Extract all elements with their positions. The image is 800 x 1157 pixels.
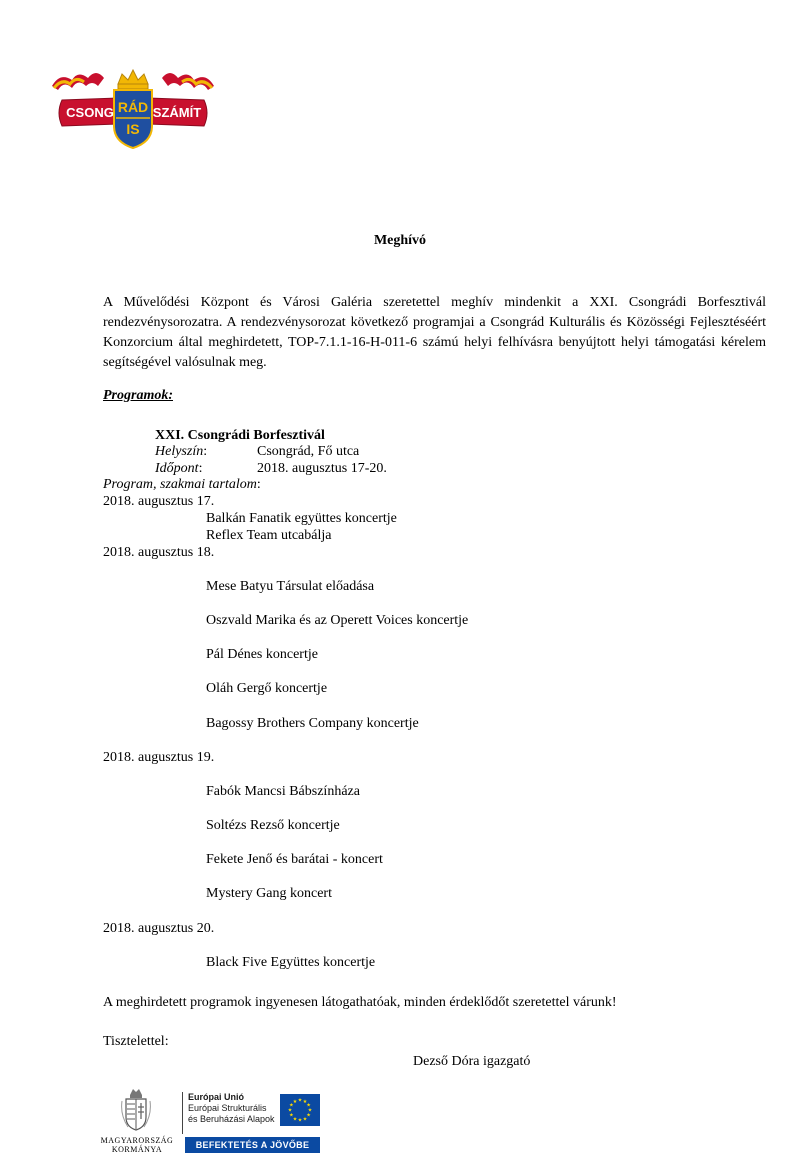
program-item: Mese Batyu Társulat előadása bbox=[206, 579, 375, 594]
signature: Dezső Dóra igazgató bbox=[413, 1054, 531, 1069]
eu-line-1: Európai Unió bbox=[188, 1092, 244, 1102]
eu-label bbox=[188, 1092, 275, 1125]
intro-paragraph: A Művelődési Központ és Városi Galéria szeretettel meghív mindenkit a XXI. Csongrádi Borfesztivál rendezvénysorozatra. A rendezvénysorozat következő programjai a Csongrád Kulturális és Közösségi Fejlesztéséért Konzorcium által meghirdetett, TOP-7.1.1-16-H-011-6 számú helyi felhívásra benyújtott helyi támogatási kérelem segítségével valósulnak meg. bbox=[103, 295, 766, 370]
eu-star: ★ bbox=[292, 1116, 298, 1123]
location-label: Helyszín: bbox=[155, 444, 208, 459]
program-item: Black Five Együttes koncertje bbox=[206, 955, 376, 970]
eu-star: ★ bbox=[292, 1098, 298, 1105]
eu-line-3: és Beruházási Alapok bbox=[188, 1114, 275, 1124]
eu-star: ★ bbox=[287, 1107, 293, 1114]
programs-heading: Programok: bbox=[103, 388, 173, 403]
event-title: XXI. Csongrádi Borfesztivál bbox=[155, 428, 325, 443]
program-item: Pál Dénes koncertje bbox=[206, 647, 318, 662]
government-label bbox=[96, 1136, 178, 1154]
eu-divider bbox=[182, 1092, 183, 1134]
eu-star: ★ bbox=[297, 1097, 303, 1104]
day-date: 2018. augusztus 17. bbox=[103, 494, 215, 509]
time-label: Időpont: bbox=[155, 461, 203, 476]
program-content-label: Program, szakmai tartalom: bbox=[103, 477, 261, 492]
government-line-2: KORMÁNYA bbox=[111, 1145, 163, 1154]
hungarian-crest-icon bbox=[118, 1087, 154, 1131]
program-item: Fabók Mancsi Bábszínháza bbox=[206, 784, 360, 799]
csongrad-logo bbox=[48, 66, 218, 150]
program-item: Soltézs Rezső koncertje bbox=[206, 818, 340, 833]
program-item: Balkán Fanatik együttes koncertje bbox=[206, 511, 397, 526]
program-item: Mystery Gang koncert bbox=[206, 886, 332, 901]
eu-star: ★ bbox=[289, 1112, 294, 1119]
location-label-text: Helyszín bbox=[155, 444, 204, 459]
program-item: Fekete Jenő és barátai - koncert bbox=[206, 852, 383, 867]
eu-star: ★ bbox=[302, 1116, 308, 1123]
program-content-label-text: Program, szakmai tartalom bbox=[103, 477, 257, 492]
eu-star: ★ bbox=[297, 1117, 303, 1124]
day-date: 2018. augusztus 18. bbox=[103, 545, 215, 560]
program-item: Oláh Gergő koncertje bbox=[206, 681, 328, 696]
logo-center-bottom: IS bbox=[126, 121, 140, 137]
eu-flag-icon bbox=[280, 1094, 320, 1126]
eu-star: ★ bbox=[306, 1112, 311, 1119]
closing-sentence: A meghirdetett programok ingyenesen látogathatóak, minden érdeklődőt szeretettel várunk! bbox=[103, 995, 617, 1010]
program-item: Reflex Team utcabálja bbox=[206, 528, 332, 543]
logo-center-top: RÁD bbox=[117, 99, 149, 115]
logo-right-word: SZÁMÍT bbox=[152, 105, 202, 120]
government-line-1: MAGYARORSZÁG bbox=[100, 1136, 174, 1145]
time-label-text: Időpont bbox=[155, 461, 199, 476]
program-item: Oszvald Marika és az Operett Voices koncertje bbox=[206, 613, 469, 628]
eu-slogan-banner: BEFEKTETÉS A JÖVŐBE bbox=[185, 1137, 320, 1153]
logo-left-word: CSONG bbox=[66, 105, 114, 120]
eu-star: ★ bbox=[307, 1107, 313, 1114]
eu-star: ★ bbox=[289, 1102, 294, 1109]
day-date: 2018. augusztus 20. bbox=[103, 921, 215, 936]
eu-line-2: Európai Strukturális bbox=[188, 1103, 267, 1113]
location-value: Csongrád, Fő utca bbox=[257, 444, 360, 459]
program-item: Bagossy Brothers Company koncertje bbox=[206, 716, 419, 731]
eu-star: ★ bbox=[302, 1098, 308, 1105]
time-value: 2018. augusztus 17-20. bbox=[257, 461, 387, 476]
day-date: 2018. augusztus 19. bbox=[103, 750, 215, 765]
regards: Tisztelettel: bbox=[103, 1034, 169, 1049]
letter-title: Meghívó bbox=[373, 233, 427, 248]
eu-star: ★ bbox=[306, 1102, 311, 1109]
